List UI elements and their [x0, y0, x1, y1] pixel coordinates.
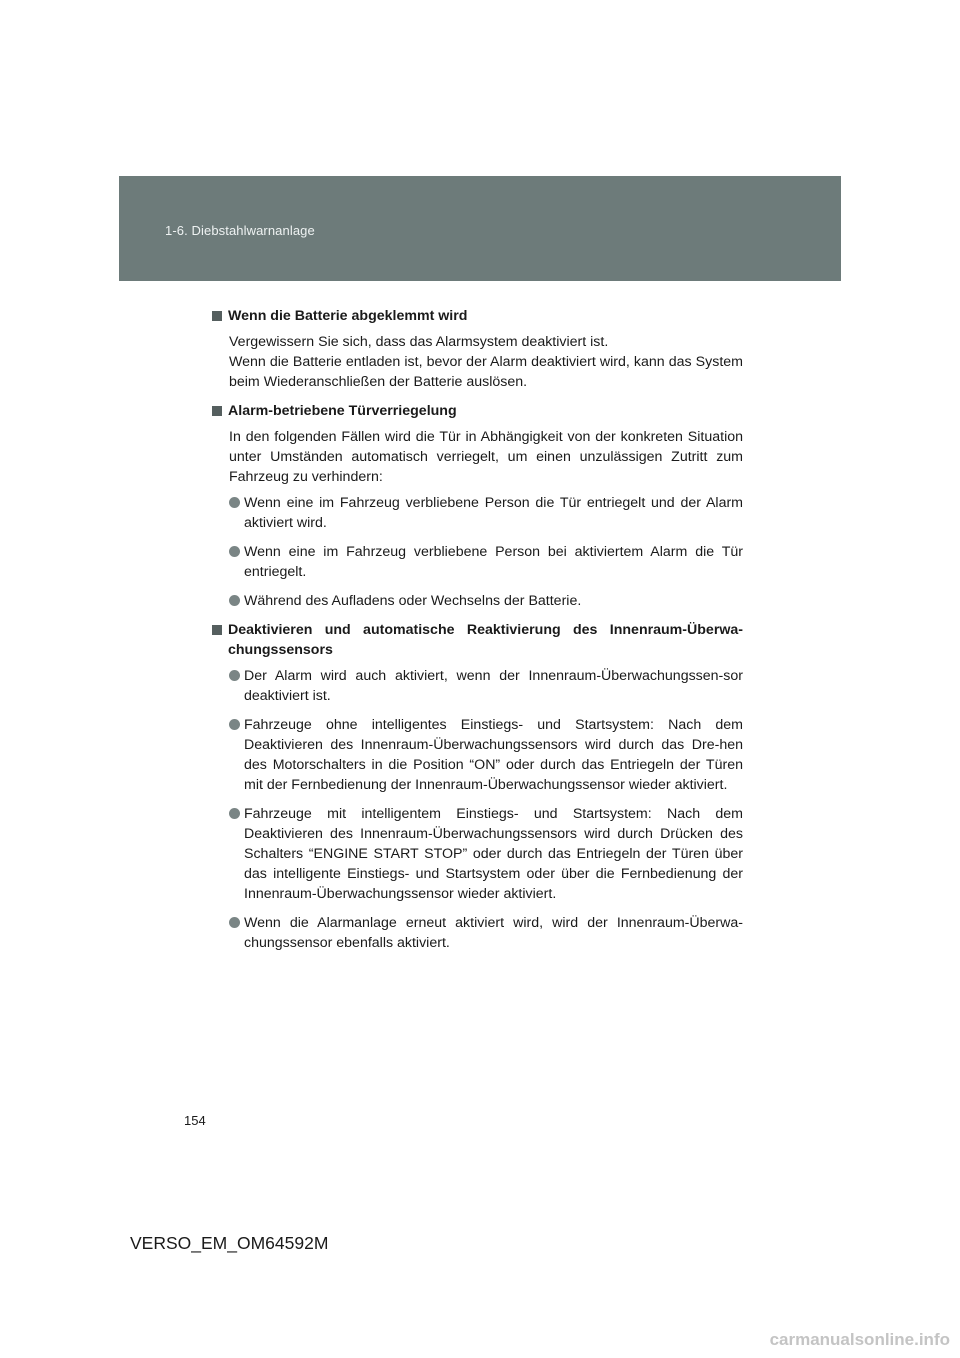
square-marker-icon — [212, 625, 222, 635]
bullet-dot-icon — [229, 808, 240, 819]
section-heading-text: Wenn die Batterie abgeklemmt wird — [228, 308, 468, 324]
section-header-band — [119, 176, 841, 281]
list-item — [229, 591, 743, 611]
section-heading-text: Alarm-betriebene Türverriegelung — [228, 403, 457, 419]
section-paragraph: In den folgenden Fällen wird die Tür in Abhängigkeit von der konkreten Situation unter Umständen automatisch verriegelt, um einen unzulässigen Zutritt zum Fahrzeug zu verhindern: — [229, 429, 743, 485]
list-item-text: Wenn eine im Fahrzeug verbliebene Person bei aktiviertem Alarm die Tür entriegelt. — [244, 544, 743, 580]
watermark: carmanualsonline.info — [769, 1330, 950, 1349]
page-content — [212, 306, 743, 962]
document-code: VERSO_EM_OM64592M — [130, 1233, 329, 1253]
section-heading-text: Deaktivieren und automatische Reaktivierung des Innenraum-Überwa-chungssensors — [228, 622, 743, 658]
bullet-dot-icon — [229, 595, 240, 606]
bullet-dot-icon — [229, 497, 240, 508]
section-heading — [212, 620, 743, 660]
bullet-dot-icon — [229, 917, 240, 928]
list-item — [229, 715, 743, 795]
list-item-text: Der Alarm wird auch aktiviert, wenn der Innenraum-Überwachungssen-sor deaktiviert ist. — [244, 668, 743, 704]
list-item — [229, 804, 743, 904]
paragraph-line: Vergewissern Sie sich, dass das Alarmsystem deaktiviert ist. Wenn die Batterie entladen ist, bevor der Alarm deaktiviert wird, kann das System beim Wiederanschließen der Batterie auslösen. — [229, 334, 743, 390]
section-heading — [212, 401, 743, 421]
list-item-text: Wenn die Alarmanlage erneut aktiviert wird, wird der Innenraum-Überwa-chungssensor ebenfalls aktiviert. — [244, 915, 743, 951]
square-marker-icon — [212, 311, 222, 321]
list-item — [229, 542, 743, 582]
list-item — [229, 666, 743, 706]
list-item — [229, 913, 743, 953]
page-number: 154 — [184, 1113, 206, 1128]
section-paragraph — [229, 332, 743, 392]
list-item-text: Während des Aufladens oder Wechselns der Batterie. — [244, 593, 582, 609]
section-battery-disconnect — [212, 306, 743, 392]
list-item-text: Wenn eine im Fahrzeug verbliebene Person die Tür entriegelt und der Alarm aktiviert wird. — [244, 495, 743, 531]
list-item-text: Fahrzeuge ohne intelligentes Einstiegs- und Startsystem: Nach dem Deaktivieren des Innenraum-Überwachungssensors wird durch das Dre-hen des Motorschalters in die Position “ON” oder durch das Entriegeln der Türen mit der Fernbedienung der Innenraum-Überwachungssensor wieder aktiviert. — [244, 717, 743, 793]
square-marker-icon — [212, 406, 222, 416]
bullet-dot-icon — [229, 719, 240, 730]
section-intrusion-sensor — [212, 620, 743, 953]
bullet-dot-icon — [229, 546, 240, 557]
list-item — [229, 493, 743, 533]
list-item-text: Fahrzeuge mit intelligentem Einstiegs- und Startsystem: Nach dem Deaktivieren des Innenraum-Überwachungssensors wird durch Drücken des Schalters “ENGINE START STOP” oder durch das Entriegeln der Türen über das intelligente Einstiegs- und Startsystem oder über die Fernbedienung der Innenraum-Überwachungssensor wieder aktiviert. — [244, 806, 743, 902]
section-title: 1-6. Diebstahlwarnanlage — [165, 223, 315, 238]
section-alarm-door-lock — [212, 401, 743, 611]
section-heading — [212, 306, 743, 326]
bullet-dot-icon — [229, 670, 240, 681]
